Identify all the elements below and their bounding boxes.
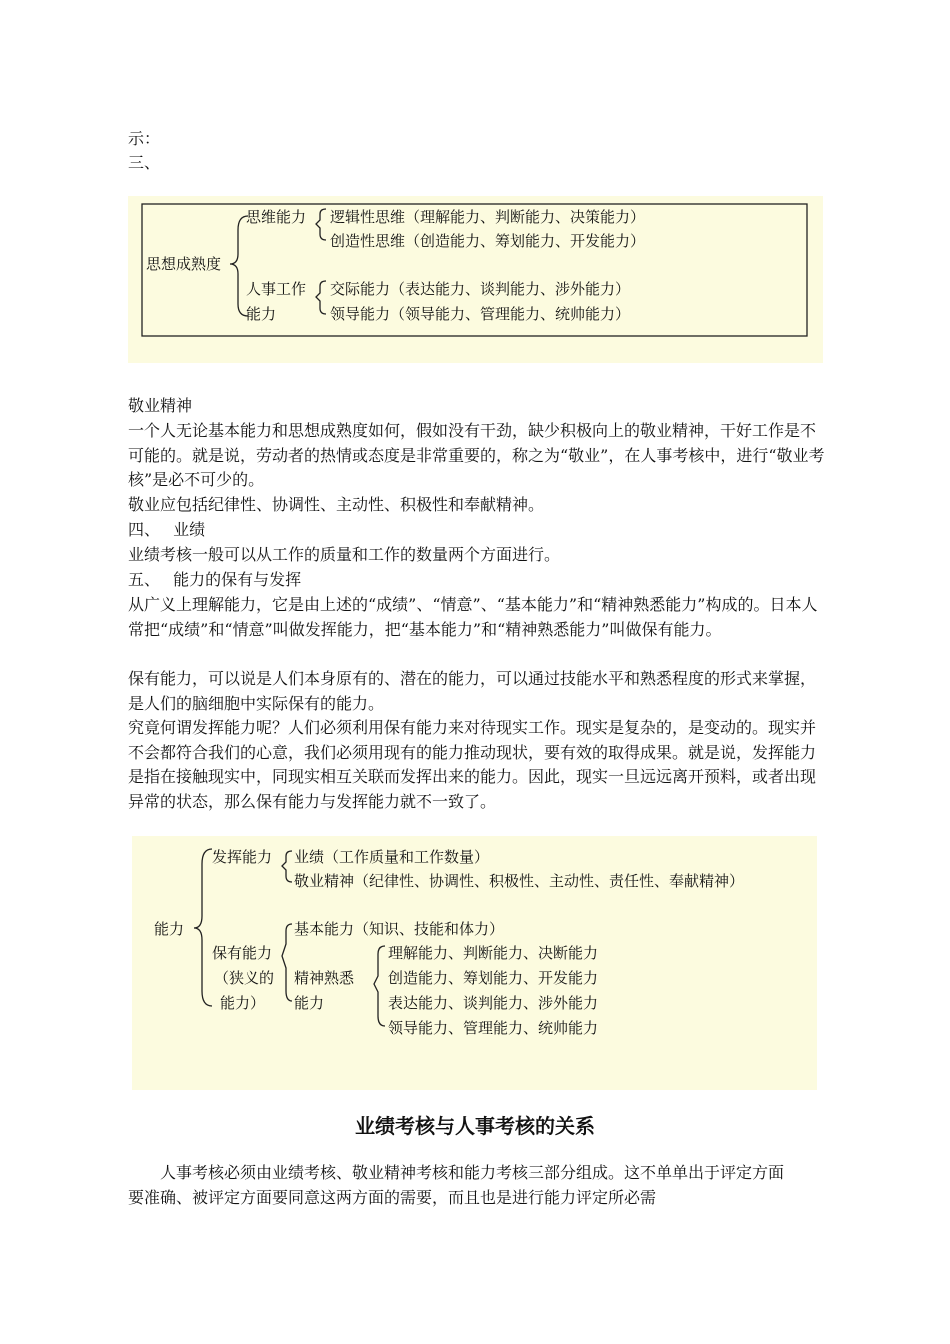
diagram2-group-b-line1: 保有能力 [212,944,273,962]
section-title-performance: 四、 业绩 [128,520,206,539]
section-title-dedication: 敬业精神 [128,396,193,415]
text-line-shi: 示： [128,129,161,148]
diagram1-group-b-line1: 人事工作 [246,280,307,298]
paragraph-ability-1: 从广义上理解能力，它是由上述的“成绩”、“情意”、“基本能力”和“精神熟悉能力”构成的。日本人常把“成绩”和“情意”叫做发挥能力，把“基本能力”和“精神熟悉能力”叫做保有能力。 [128,595,818,639]
diagram2-sub-label-1: 精神熟悉 [294,969,355,987]
diagram2-sub-label-2: 能力 [294,994,325,1012]
diagram2-a-item-2: 敬业精神（纪律性、协调性、积极性、主动性、责任性、奉献精神） [294,872,745,890]
paragraph-dedication-1: 一个人无论基本能力和思想成熟度如何，假如没有干劲，缺少积极向上的敬业精神，干好工作是不可能的。就是说，劳动者的热情或态度是非常重要的，称之为“敬业”，在人事考核中，进行“敬业考核”是必不可少的。 [128,421,825,490]
diagram1-b-item-2: 领导能力（领导能力、管理能力、统帅能力） [330,305,631,323]
group-a-brace [316,209,326,240]
section-number-three: 三、 [128,153,161,172]
group-b-brace [316,281,326,314]
ability-diagram [132,836,817,1090]
d2-sub-brace [374,946,385,1026]
paragraph-performance: 业绩考核一般可以从工作的质量和工作的数量两个方面进行。 [128,545,561,564]
paragraph-ability-3: 究竟何谓发挥能力呢？人们必须利用保有能力来对待现实工作。现实是复杂的，是变动的。现实并不会都符合我们的心意，我们必须用现有的能力推动现状，要有效的取得成果。就是说，发挥能力是指在接触现实中，同现实相互关联而发挥出来的能力。因此，现实一旦远远离开预料，或者出现异常的状态，那么保有能力与发挥能力就不一致了。 [128,718,817,811]
section-heading: 业绩考核与人事考核的关系 [355,1114,595,1138]
diagram2-sub-item-1: 理解能力、判断能力、决断能力 [388,944,599,962]
diagram1-b-item-1: 交际能力（表达能力、谈判能力、涉外能力） [330,280,631,298]
root-brace [230,216,248,316]
diagram2-group-b-line2: （狭义的 [214,969,275,987]
paragraph-ability-2: 保有能力，可以说是人们本身原有的、潜在的能力，可以通过技能水平和熟悉程度的形式来掌握，是人们的脑细胞中实际保有的能力。 [128,669,817,713]
diagram1-a-item-1: 逻辑性思维（理解能力、判断能力、决策能力） [330,208,646,226]
d2-root-brace [194,849,212,1006]
diagram2-sub-item-4: 领导能力、管理能力、统帅能力 [388,1019,599,1037]
section-title-ability: 五、 能力的保有与发挥 [128,570,302,589]
diagram1-group-a: 思维能力 [246,208,307,226]
paragraph-final: 人事考核必须由业绩考核、敬业精神考核和能力考核三部分组成。这不单单出于评定方面要准确、被评定方面要同意这两方面的需要，而且也是进行能力评定所必需 [128,1163,785,1207]
maturity-diagram [128,196,823,363]
diagram2-b-item-1: 基本能力（知识、技能和体力） [294,920,505,938]
diagram2-sub-item-3: 表达能力、谈判能力、涉外能力 [388,994,599,1012]
paragraph-dedication-2: 敬业应包括纪律性、协调性、主动性、积极性和奉献精神。 [128,495,545,514]
diagram2-group-b-line3: 能力） [220,994,266,1012]
diagram2-group-a: 发挥能力 [212,848,273,866]
d2-group-b-brace [282,924,292,1001]
diagram1-root: 思想成熟度 [146,255,222,273]
diagram2-sub-item-2: 创造能力、筹划能力、开发能力 [388,969,599,987]
diagram2-root: 能力 [154,920,185,938]
diagram1-group-b-line2: 能力 [246,305,277,323]
diagram2-a-item-1: 业绩（工作质量和工作数量） [294,848,490,866]
diagram1-a-item-2: 创造性思维（创造能力、筹划能力、开发能力） [330,232,646,250]
d2-group-a-brace [282,851,292,882]
